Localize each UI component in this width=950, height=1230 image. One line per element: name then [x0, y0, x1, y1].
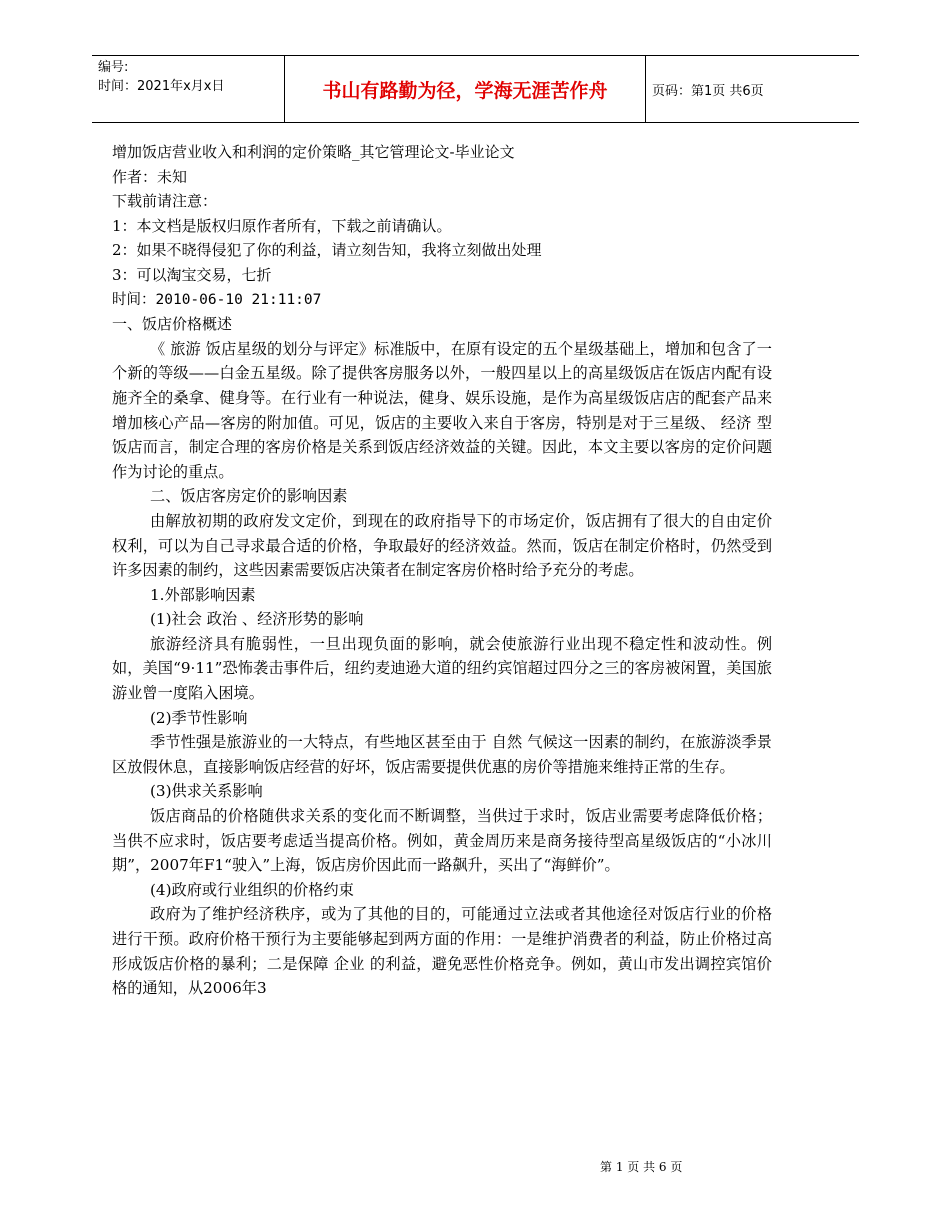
notice-item: 2：如果不晓得侵犯了你的利益，请立刻告知，我将立刻做出处理 [112, 241, 542, 260]
paragraph: 《 旅游 饭店星级的划分与评定》标准版中，在原有设定的五个星级基础上，增加和包含了一个新的等级——白金五星级。除了提供客房服务以外，一般四星以上的高星级饭店在饭店内配有设施齐全的桑拿、健身等。在行业有一种说法，健身、娱乐设施，是作为高星级饭店店的配套产品来增加核心产品—客房的附加值。可见，饭店的主要收入来自于客房，特别是对于三星级、 经济 型饭店而言，制定合理的客房价格是关系到饭店经济效益的关键。因此，本文主要以客房的定价问题作为讨论的重点。 [112, 339, 772, 481]
paragraph: 饭店商品的价格随供求关系的变化而不断调整，当供过于求时，饭店业需要考虑降低价格；当供不应求时，饭店要考虑适当提高价格。例如，黄金周历来是商务接待型高星级饭店的“小冰川期”，2007年F1“驶入”上海，饭店房价因此而一路飙升，买出了“海鲜价”。 [112, 807, 772, 875]
section-heading: 二、饭店客房定价的影响因素 [150, 487, 348, 506]
paragraph: 由解放初期的政府发文定价，到现在的政府指导下的市场定价，饭店拥有了很大的自由定价权利，可以为自己寻求最合适的价格，争取最好的经济效益。然而，饭店在制定价格时，仍然受到许多因素的制约，这些因素需要饭店决策者在制定客房价格时给予充分的考虑。 [112, 511, 772, 580]
subsection-heading: 1.外部影响因素 [150, 585, 256, 604]
notice-title: 下载前请注意： [112, 192, 218, 211]
paragraph: 季节性强是旅游业的一大特点，有些地区甚至由于 自然 气候这一因素的制约，在旅游淡季景区放假休息，直接影响饭店经营的好坏，饭店需要提供优惠的房价等措施来维持正常的生存。 [112, 733, 772, 776]
paragraph: 政府为了维护经济秩序，或为了其他的目的，可能通过立法或者其他途径对饭店行业的价格进行干预。政府价格干预行为主要能够起到两方面的作用：一是维护消费者的利益，防止价格过高形成饭店价格的暴利；二是保障 企业 的利益，避免恶性价格竞争。例如，黄山市发出调控宾馆价格的通知，从2006年3 [112, 905, 772, 998]
header-meta [92, 56, 284, 122]
subsection-heading: (1)社会 政治 、经济形势的影响 [150, 610, 364, 629]
subsection-heading: (3)供求关系影响 [150, 782, 263, 801]
notice-item: 3：可以淘宝交易，七折 [112, 265, 272, 284]
section-heading: 一、饭店价格概述 [112, 315, 233, 334]
doc-title: 增加饭店营业收入和利润的定价策略_其它管理论文-毕业论文 [112, 143, 515, 161]
subsection-heading: (4)政府或行业组织的价格约束 [150, 880, 354, 899]
doc-time: 时间：2010-06-10 21:11:07 [112, 291, 322, 308]
document-body [112, 140, 772, 1001]
time-label: 时间：2021年x月x日 [98, 79, 225, 94]
notice-item: 1：本文档是版权归原作者所有，下载之前请确认。 [112, 216, 452, 235]
header-motto: 书山有路勤为径，学海无涯苦作舟 [284, 56, 646, 122]
doc-author: 作者：未知 [112, 167, 188, 186]
subsection-heading: (2)季节性影响 [150, 708, 248, 727]
page-header [92, 55, 859, 123]
header-page-info: 页码：第1页 共6页 [652, 83, 764, 99]
paragraph: 旅游经济具有脆弱性，一旦出现负面的影响，就会使旅游行业出现不稳定性和波动性。例如，美国“9·11”恐怖袭击事件后，纽约麦迪逊大道的纽约宾馆超过四分之三的客房被闲置，美国旅游业曾一度陷入困境。 [112, 634, 772, 703]
page-footer: 第 1 页 共 6 页 [600, 1160, 683, 1174]
number-label: 编号: [98, 60, 129, 75]
